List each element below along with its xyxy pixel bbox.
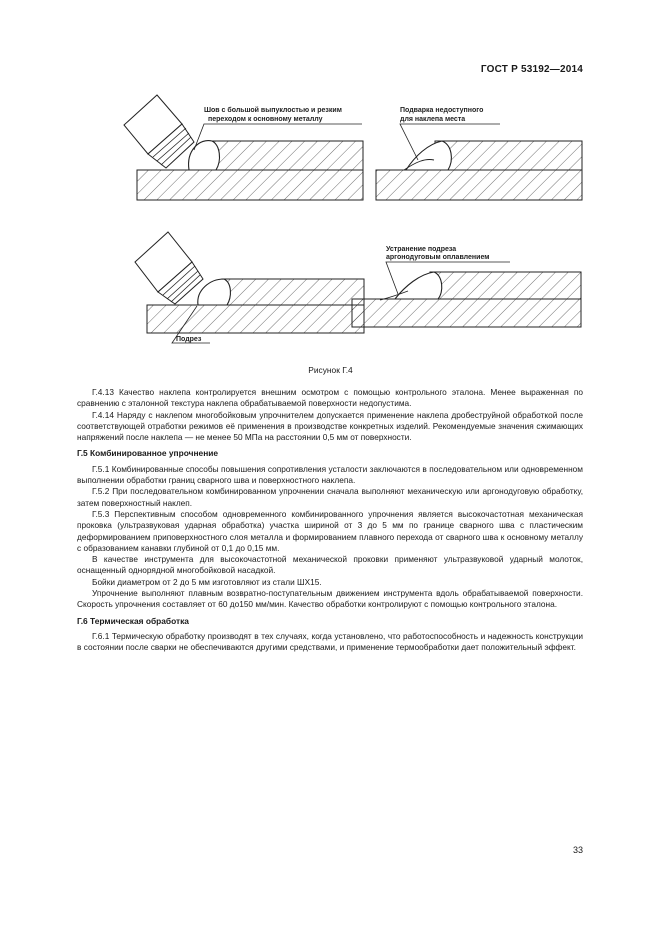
label-inaccessible-line2: для наклепа места <box>400 116 466 123</box>
figure-g4-weld-diagrams <box>0 0 661 380</box>
diagram-undercut-fix <box>352 246 581 327</box>
label-convex-weld-line1: Шов с большой выпуклостью и резким <box>204 107 342 114</box>
label-undercut-fix-line1: Устранение подреза <box>386 246 457 253</box>
peening-tool-icon <box>124 95 194 168</box>
section-heading-g6: Г.6 Термическая обработка <box>77 615 189 626</box>
paragraph-tool: В качестве инструмента для высокочастотной механической проковки применяют ультразвуковой ударный молоток, оснащенный однорядной многобойковой насадкой. <box>77 554 583 576</box>
label-undercut-fix-line2: аргонодуговым оплавлением <box>386 254 490 261</box>
paragraph-g5-3: Г.5.3 Перспективным способом одновременного комбинированного упрочнения является высокочастотная механическая проковка (ультразвуковая ударная обработка) участка шириной от 3 до 5 мм по границе сварного шва с пластическим деформированием приповерхностного слоя металла и формированием плавного перехода от сварного шва к основному металлу с образованием канавки глубиной от 0,1 до 0,15 мм. <box>77 508 583 553</box>
paragraph-g5-2: Г.5.2 При последовательном комбинированном упрочнении сначала выполняют механическую или аргонодуговую обработку, затем поверхностный наклеп. <box>77 486 583 508</box>
paragraph-strikers: Бойки диаметром от 2 до 5 мм изготовляют из стали ШХ15. <box>92 576 322 587</box>
document-standard-number: ГОСТ Р 53192—2014 <box>480 64 583 75</box>
paragraph-g5-1: Г.5.1 Комбинированные способы повышения сопротивления усталости заключаются в последовательном или одновременном выполнении обработки границ сварного шва и поверхностного наклепа. <box>77 463 583 486</box>
document-body <box>77 387 583 654</box>
paragraph-speed: Упрочнение выполняют плавным возвратно-поступательным движением инструмента вдоль обрабатываемой поверхности. Скорость упрочнения составляет от 60 до150 мм/мин. Качество обработки контролируют с помощью контрольного эталона. <box>77 588 583 610</box>
paragraph-g6-1: Г.6.1 Термическую обработку производят в тех случаях, когда установлено, что работоспособность и надежность конструкции в состоянии после сварки не обеспечиваются другими средствами, и применение термообработки дает положительный эффект. <box>77 630 583 653</box>
paragraph-g4-13: Г.4.13 Качество наклепа контролируется внешним осмотром с помощью контрольного эталона. Менее выраженная по сравнению с эталонной текстура наклепа обрабатываемой поверхности недопустима. <box>77 387 583 409</box>
diagram-undercut <box>135 232 364 343</box>
label-convex-weld-line2: переходом к основному металлу <box>208 116 323 123</box>
paragraph-g4-14: Г.4.14 Наряду с наклепом многобойковым упрочнителем допускается применение наклепа дробеструйной обработкой после соответствующей отработки режимов её применения в производстве конкретных изделий. Рекомендуемые значения сжимающих напряжений после наклепа — не менее 50 МПа на расстоянии 0,5 мм от поверхности. <box>77 409 583 443</box>
section-heading-g5: Г.5 Комбинированное упрочнение <box>77 448 219 459</box>
label-undercut: Подрез <box>176 336 202 343</box>
page-number: 33 <box>572 845 583 855</box>
diagram-inaccessible-weld <box>376 107 582 200</box>
figure-caption: Рисунок Г.4 <box>308 365 353 375</box>
diagram-convex-weld <box>124 95 363 200</box>
peening-tool-icon <box>135 232 203 304</box>
label-inaccessible-line1: Подварка недоступного <box>400 107 484 114</box>
